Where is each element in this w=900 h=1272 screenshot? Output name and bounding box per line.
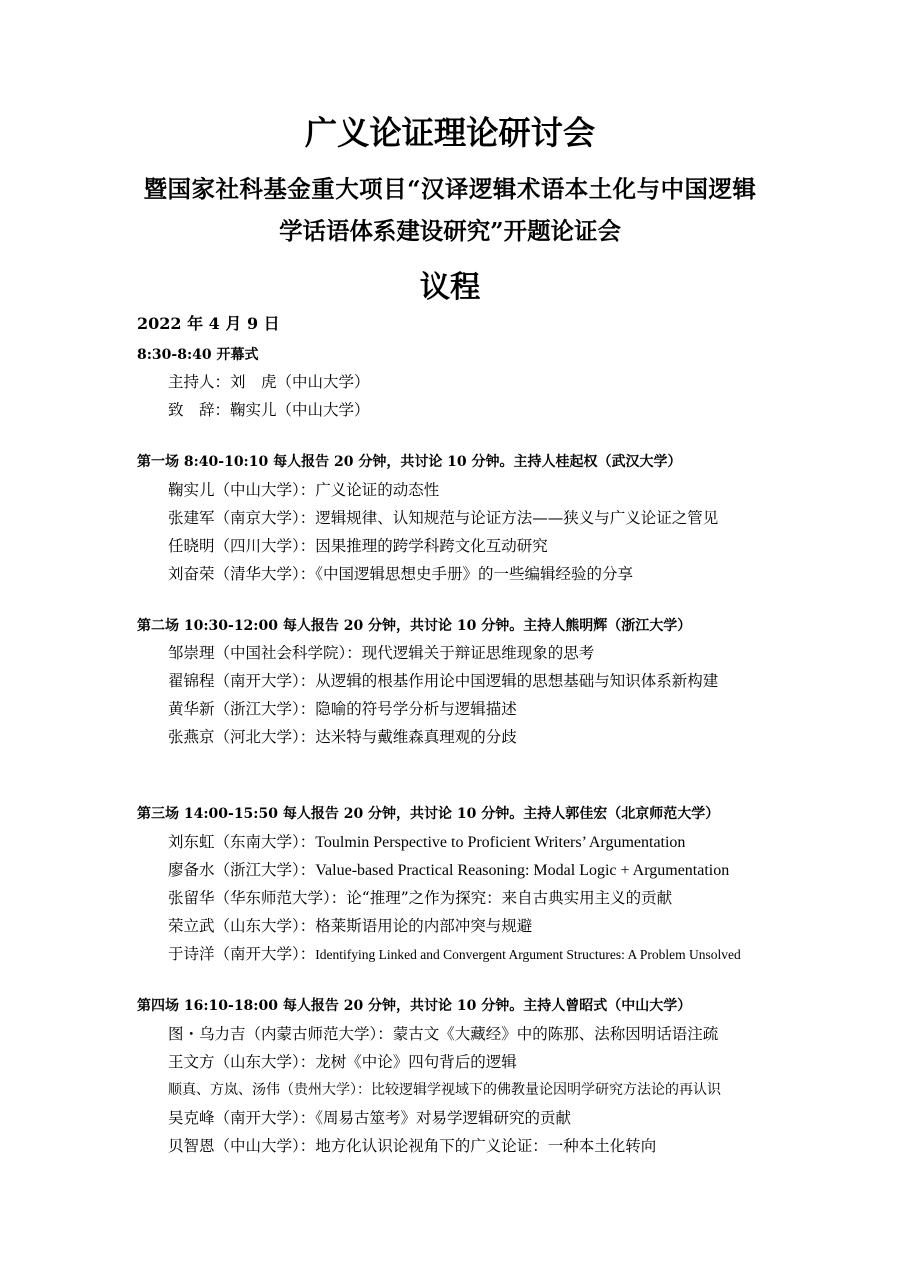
talk-speaker: 廖备水（浙江大学）： [168, 861, 316, 879]
session-4-talk-4 [168, 1108, 571, 1128]
session-3-heading: 第三场 14:00-15:50 每人报告 20 分钟，共讨论 10 分钟。主持人郭佳宏（北京师范大学） [137, 806, 720, 822]
talk-topic: 现代逻辑关于辩证思维现象的思考 [361, 644, 595, 662]
session-4-talk-2 [168, 1052, 517, 1072]
session-4-talk-3 [168, 1080, 721, 1100]
agenda-heading: 议程 [419, 270, 481, 305]
session-3-talk-3 [168, 888, 672, 908]
conference-subtitle-line-1: 暨国家社科基金重大项目“汉译逻辑术语本土化与中国逻辑 [143, 175, 757, 203]
talk-speaker: 翟锦程（南开大学）： [168, 672, 316, 690]
talk-topic: 论“推理”之作为探究：来自古典实用主义的贡献 [346, 889, 673, 907]
session-4-talk-5 [168, 1136, 656, 1156]
talk-topic: 龙树《中论》四句背后的逻辑 [315, 1053, 517, 1071]
agenda-date: 2022 年 4 月 9 日 [137, 314, 280, 333]
talk-topic: 广义论证的动态性 [315, 481, 440, 499]
talk-speaker: 鞠实儿（中山大学）： [168, 481, 316, 499]
session-3-talk-2 [168, 860, 729, 881]
session-2-talk-2 [168, 671, 718, 691]
talk-topic: Value-based Practical Reasoning: Modal Logic + Argumentation [315, 862, 730, 879]
session-2-talk-1 [168, 643, 594, 663]
talk-speaker: 邹崇理（中国社会科学院）： [168, 644, 362, 662]
talk-topic: 比较逻辑学视域下的佛教量论因明学研究方法论的再认识 [371, 1082, 721, 1098]
talk-speaker: 刘奋荣（清华大学）： [168, 565, 316, 583]
talk-topic: 达米特与戴维森真理观的分歧 [315, 728, 517, 746]
talk-speaker: 贝智恩（中山大学）： [168, 1137, 316, 1155]
session-3-talk-4 [168, 916, 532, 936]
session-1-talk-4 [168, 564, 633, 584]
talk-speaker: 吴克峰（南开大学）： [168, 1109, 316, 1127]
opening-speech: 致 辞：鞠实儿（中山大学） [168, 401, 370, 419]
session-2-heading: 第二场 10:30-12:00 每人报告 20 分钟，共讨论 10 分钟。主持人熊明辉（浙江大学） [137, 618, 692, 634]
session-1-talk-2 [168, 508, 718, 528]
talk-speaker: 张燕京（河北大学）： [168, 728, 316, 746]
session-1-heading: 第一场 8:40-10:10 每人报告 20 分钟，共讨论 10 分钟。主持人桂起权（武汉大学） [137, 454, 682, 470]
talk-topic: 隐喻的符号学分析与逻辑描述 [315, 700, 517, 718]
talk-topic: 格莱斯语用论的内部冲突与规避 [315, 917, 533, 935]
talk-topic: 《中国逻辑思想史手册》的一些编辑经验的分享 [315, 565, 634, 583]
talk-speaker: 任晓明（四川大学）： [168, 537, 316, 555]
session-4-talk-1 [168, 1024, 718, 1044]
talk-topic: 蒙古文《大藏经》中的陈那、法称因明话语注疏 [392, 1025, 719, 1043]
talk-topic: 从逻辑的根基作用论中国逻辑的思想基础与知识体系新构建 [315, 672, 719, 690]
session-3-talk-1 [168, 832, 685, 853]
talk-topic: 《周易古筮考》对易学逻辑研究的贡献 [315, 1109, 572, 1127]
talk-speaker: 刘东虹（东南大学）： [168, 833, 316, 851]
talk-topic: Toulmin Perspective to Proficient Writers’ Argumentation [315, 834, 686, 851]
talk-speaker: 黄华新（浙江大学）： [168, 700, 316, 718]
session-1-talk-1 [168, 480, 439, 500]
opening-heading: 8:30-8:40 开幕式 [137, 347, 259, 363]
talk-speaker: 顺真、方岚、汤伟（贵州大学）： [168, 1082, 371, 1098]
talk-speaker: 荣立武（山东大学）： [168, 917, 316, 935]
talk-speaker: 于诗洋（南开大学）： [168, 945, 316, 963]
talk-topic: 因果推理的跨学科跨文化互动研究 [315, 537, 548, 555]
talk-topic: 逻辑规律、认知规范与论证方法——狭义与广义论证之管见 [315, 509, 719, 527]
talk-speaker: 张建军（南京大学）： [168, 509, 316, 527]
talk-speaker: 王文方（山东大学）： [168, 1053, 316, 1071]
opening-host: 主持人：刘 虎（中山大学） [168, 373, 370, 391]
conference-title: 广义论证理论研讨会 [304, 114, 596, 152]
session-3-talk-5 [168, 944, 741, 965]
talk-speaker: 张留华（华东师范大学）： [168, 889, 347, 907]
talk-topic: 地方化认识论视角下的广义论证：一种本土化转向 [315, 1137, 657, 1155]
talk-topic: Identifying Linked and Convergent Argument Structures: A Problem Unsolved [315, 947, 741, 962]
talk-speaker: 图・乌力吉（内蒙古师范大学）： [168, 1025, 393, 1043]
session-2-talk-4 [168, 727, 517, 747]
conference-subtitle-line-2: 学话语体系建设研究”开题论证会 [279, 217, 621, 245]
session-2-talk-3 [168, 699, 517, 719]
session-1-talk-3 [168, 536, 548, 556]
session-4-heading: 第四场 16:10-18:00 每人报告 20 分钟，共讨论 10 分钟。主持人曾昭式（中山大学） [137, 998, 692, 1014]
